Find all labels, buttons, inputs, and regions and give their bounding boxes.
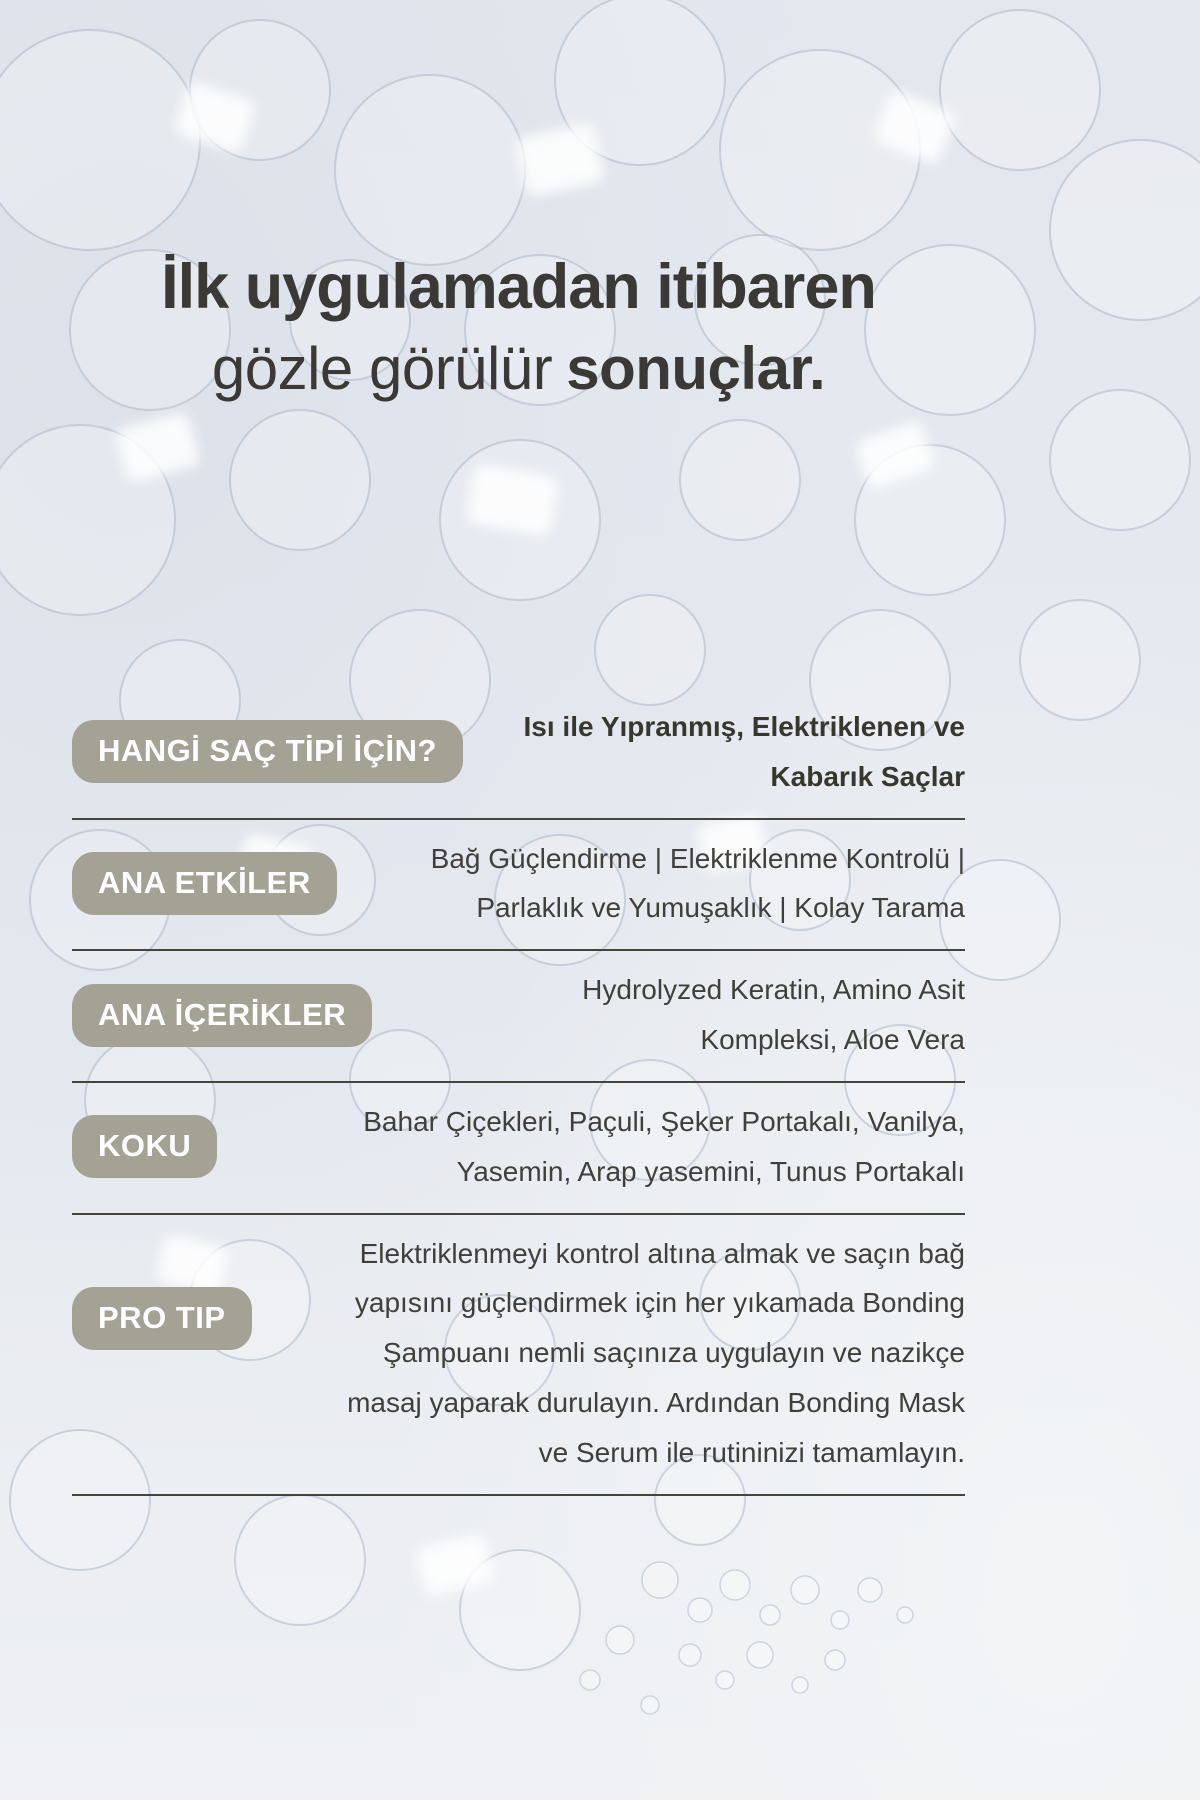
pro-tip-value-line3: Şampuanı nemli saçınıza uygulayın ve nazikçe (382, 1337, 965, 1369)
pro-tip-value-line1: Elektriklenmeyi kontrol altına almak ve saçın bağ (359, 1237, 965, 1269)
page-title-line2-bold: sonuçlar. (566, 335, 826, 403)
page-title-line2 (72, 329, 965, 408)
key-ingredients-value-line2: Kompleksi, Aloe Vera (700, 1024, 965, 1056)
pro-tip-value-line5: ve Serum ile rutininizi tamamlayın. (538, 1436, 965, 1468)
hair-type-value-line1: Isı ile Yıpranmış, Elektriklenen ve (523, 711, 965, 742)
pro-tip-value (347, 1229, 965, 1478)
pro-tip-value-line4: masaj yaparak durulayın. Ardından Bonding Mask (347, 1387, 965, 1419)
key-ingredients-value-line1: Hydrolyzed Keratin, Amino Asit (582, 974, 965, 1006)
key-ingredients-label-badge: ANA İÇERİKLER (72, 984, 372, 1047)
info-row-key-ingredients (72, 951, 965, 1083)
page-title-line2-regular: gözle görülür (211, 335, 553, 403)
info-row-hair-type (72, 688, 965, 820)
key-effects-label-badge: ANA ETKİLER (72, 852, 337, 915)
key-effects-value-line1: Bağ Güçlendirme | Elektriklenme Kontrolü | (430, 842, 965, 874)
scent-value-line1: Bahar Çiçekleri, Paçuli, Şeker Portakalı, Vanilya, (363, 1105, 965, 1137)
hair-type-value-line2: Kabarık Saçlar (770, 760, 965, 792)
scent-value-line2: Yasemin, Arap yasemini, Tunus Portakalı (456, 1155, 965, 1187)
scent-label-badge: KOKU (72, 1115, 217, 1178)
key-ingredients-value (582, 965, 965, 1065)
key-effects-value (431, 834, 965, 934)
scent-value (363, 1097, 965, 1197)
hair-type-label-badge: HANGİ SAÇ TİPİ İÇİN? (72, 720, 463, 783)
page-title (72, 246, 965, 408)
info-row-scent (72, 1083, 965, 1215)
info-row-pro-tip (72, 1215, 965, 1496)
key-effects-value-line2: Parlaklık ve Yumuşaklık | Kolay Tarama (476, 892, 965, 924)
info-row-key-effects (72, 820, 965, 952)
pro-tip-label-badge: PRO TIP (72, 1287, 252, 1350)
page-title-line1: İlk uygulamadan itibaren (161, 252, 876, 322)
hair-type-value (524, 702, 965, 802)
info-table (72, 688, 965, 1496)
pro-tip-value-line2: yapısını güçlendirmek için her yıkamada Bonding (354, 1287, 965, 1319)
